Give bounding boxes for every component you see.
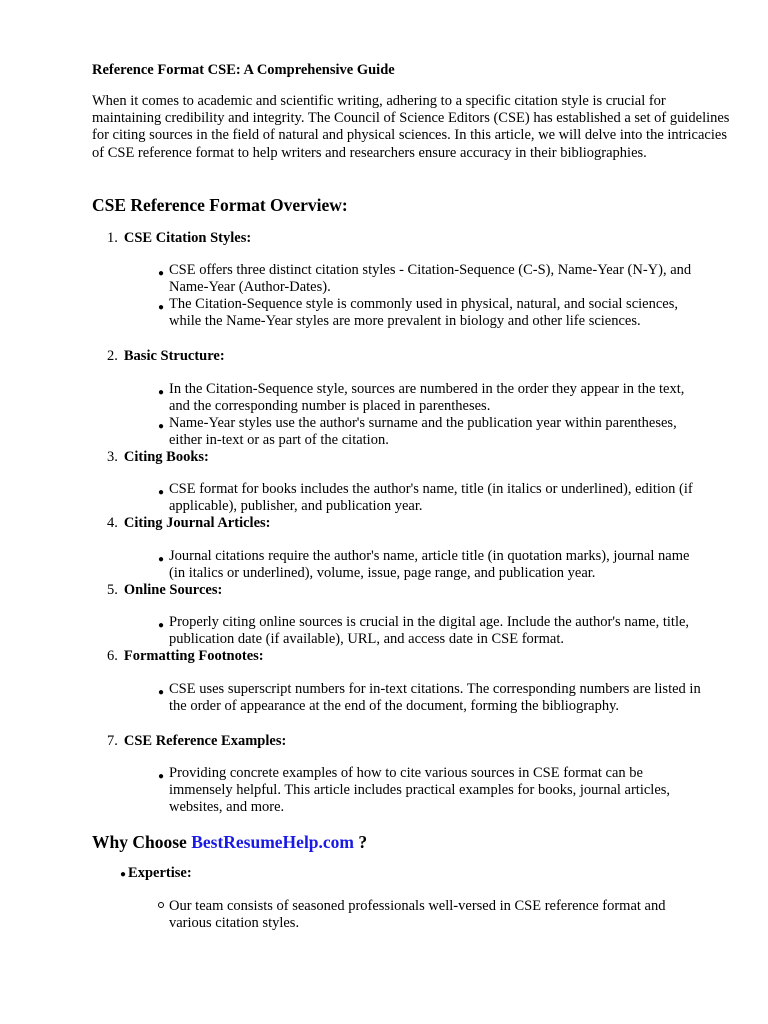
list-item: ● In the Citation-Sequence style, sources are numbered in the order they appear in the text, and the corresponding number is placed in parentheses. xyxy=(158,381,685,415)
bullet-icon: ● xyxy=(158,687,165,698)
document-title: Reference Format CSE: A Comprehensive Guide xyxy=(92,62,395,78)
bullet-icon: ● xyxy=(158,487,165,498)
intro-paragraph: When it comes to academic and scientific writing, adhering to a specific citation style is crucial for maintaining credibility and integrity. The Council of Science Editors (CSE) has established a set of guidelines for citing sources in the field of natural and physical sciences. In this article, we will delve into the intricacies of CSE reference format to help writers and researchers ensure accuracy in their bibliographies. xyxy=(92,93,730,161)
list-item: ● Properly citing online sources is crucial in the digital age. Include the author's name, title, publication date (if available), URL, and access date in CSE format. xyxy=(158,614,690,648)
list-item: ● Journal citations require the author's name, article title (in quotation marks), journal name (in italics or underlined), volume, issue, page range, and publication year. xyxy=(158,548,690,582)
section-4: 4. Citing Journal Articles: xyxy=(107,515,271,531)
bullet-icon: ● xyxy=(158,620,165,631)
list-item: ● CSE uses superscript numbers for in-text citations. The corresponding numbers are listed in the order of appearance at the end of the document, forming the bibliography. xyxy=(158,681,701,715)
overview-heading: CSE Reference Format Overview: xyxy=(92,195,348,215)
bullet-icon: ● xyxy=(158,771,165,782)
section-1: 1. CSE Citation Styles: xyxy=(107,230,252,246)
bullet-icon: ● xyxy=(158,421,165,432)
bullet-icon: ● xyxy=(158,554,165,565)
section-3: 3. Citing Books: xyxy=(107,449,209,465)
list-item: ● CSE format for books includes the author's name, title (in italics or underlined), edition (if applicable), publisher, and publication year. xyxy=(158,481,693,515)
list-item: ● Providing concrete examples of how to cite various sources in CSE format can be immensely helpful. This article includes practical examples for books, journal articles, websites, and more. xyxy=(158,765,671,816)
circle-bullet-icon xyxy=(158,902,164,908)
list-item: ● The Citation-Sequence style is commonly used in physical, natural, and social sciences, while the Name-Year styles are more prevalent in biology and other life sciences. xyxy=(158,296,678,330)
list-item: Our team consists of seasoned professionals well-versed in CSE reference format and various citation styles. xyxy=(158,898,708,932)
section-2: 2. Basic Structure: xyxy=(107,348,225,364)
list-item: ● Name-Year styles use the author's surname and the publication year within parentheses, either in-text or as part of the citation. xyxy=(158,415,677,449)
section-6: 6. Formatting Footnotes: xyxy=(107,648,264,664)
bullet-icon: ● xyxy=(158,387,165,398)
list-item: ● CSE offers three distinct citation styles - Citation-Sequence (C-S), Name-Year (N-Y), and Name-Year (Author-Dates). xyxy=(158,262,692,296)
bullet-icon: ● xyxy=(158,268,165,279)
bullet-icon: ● xyxy=(120,869,127,880)
why-choose-heading: Why Choose BestResumeHelp.com ? xyxy=(92,832,368,852)
section-5: 5. Online Sources: xyxy=(107,582,223,598)
bullet-icon: ● xyxy=(158,302,165,313)
expertise-item: ● Expertise: xyxy=(120,865,192,881)
bestresumehelp-link[interactable]: BestResumeHelp.com xyxy=(191,832,355,852)
section-7: 7. CSE Reference Examples: xyxy=(107,733,287,749)
